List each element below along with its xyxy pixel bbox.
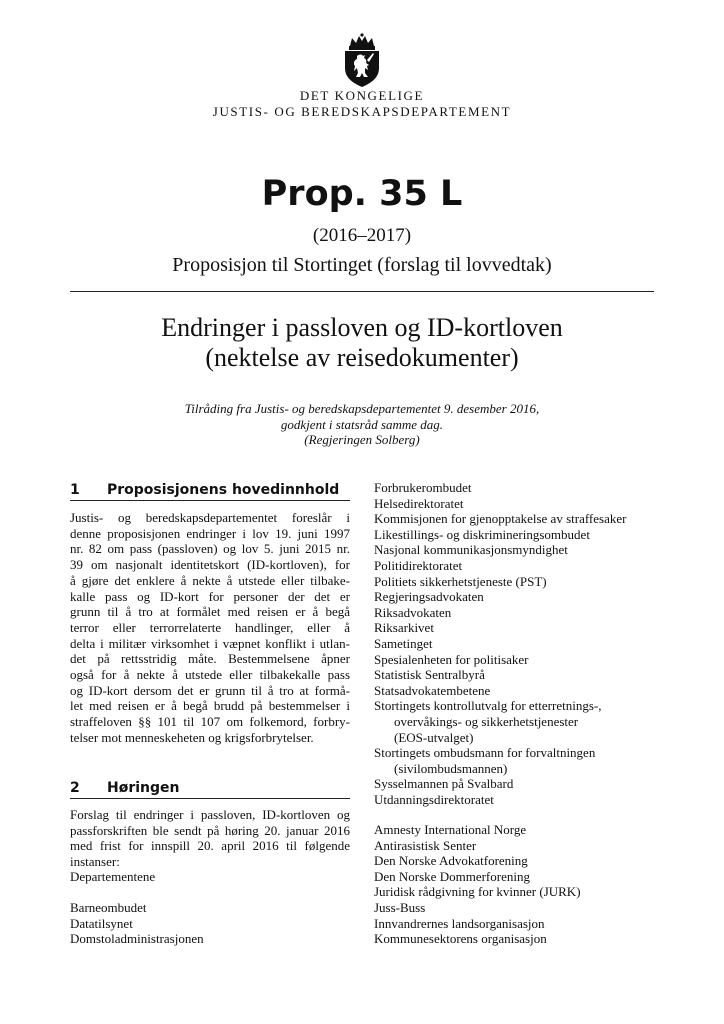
ministry-name-line1: DET KONGELIGE: [299, 88, 425, 103]
list-item-continuation: (EOS-utvalget): [394, 729, 474, 745]
list-item: Datatilsynet: [70, 915, 133, 931]
paragraph-line: denne proposisjonen endringer i lov 19. juni 1997: [70, 525, 350, 541]
list-item: Stortingets kontrollutvalg for etterretnings-,: [374, 698, 602, 714]
list-item: Politidirektoratet: [374, 557, 463, 573]
document-subtitle: Proposisjon til Stortinget (forslag til lovvedtak): [172, 254, 552, 276]
list-item: Likestillings- og diskrimineringsombudet: [374, 526, 590, 542]
consultation-list-right-a: [374, 480, 626, 807]
list-item: Den Norske Dommerforening: [374, 868, 530, 884]
list-item: Antirasistisk Senter: [374, 837, 477, 853]
paragraph-line: også for å nekte å utstede eller tilbakekalle pass: [70, 667, 350, 683]
list-item-continuation: overvåkings- og sikkerhetstjenester: [394, 713, 579, 729]
list-item: Forbrukerombudet: [374, 480, 472, 495]
list-item: Spesialenheten for politisaker: [374, 651, 529, 667]
list-item: Barneombudet: [70, 900, 147, 915]
paragraph-line: straffeloven §§ 101 til 107 om folkemord, forbry-: [70, 714, 350, 730]
section2-paragraph: [70, 807, 350, 870]
list-item: Riksadvokaten: [374, 604, 452, 620]
list-item: Juss-Buss: [374, 899, 426, 915]
ministry-name-line2: JUSTIS- OG BEREDSKAPSDEPARTEMENT: [212, 104, 512, 119]
approval-line2: godkjent i statsråd samme dag.: [280, 417, 444, 432]
paragraph-line: 39 om nasjonalt identitetskort (ID-kortloven), for: [70, 557, 350, 573]
main-title-line1: Endringer i passloven og ID-kortloven: [161, 313, 563, 342]
header-divider: [70, 291, 654, 292]
list-item: Riksarkivet: [374, 620, 434, 636]
list-item: Amnesty International Norge: [374, 822, 527, 837]
consultation-list-right-b: [374, 822, 581, 947]
paragraph-line: instanser:: [70, 854, 120, 870]
coat-of-arms-icon: [338, 32, 386, 88]
list-item: Domstoladministrasjonen: [70, 931, 204, 947]
paragraph-line: kalle pass og ID-kort for personer der det er: [70, 588, 350, 604]
list-item: Statistisk Sentralbyrå: [374, 667, 485, 683]
section1-paragraph: [70, 510, 350, 746]
section1-number: 1: [70, 482, 80, 498]
paragraph-line: det på rettsstridig måte. Bestemmelsene åpner: [70, 651, 350, 667]
section2-title: Høringen: [107, 780, 180, 796]
list-item: Nasjonal kommunikasjonsmyndighet: [374, 542, 568, 558]
paragraph-line: delta i militær virksomhet i væpnet konflikt i utlan-: [70, 635, 350, 651]
section1-heading: [70, 482, 350, 501]
session-years: (2016–2017): [312, 225, 412, 246]
consultation-list-left: [70, 900, 204, 947]
approval-line3: (Regjeringen Solberg): [304, 432, 420, 447]
paragraph-line: med frist for innspill 20. april 2016 til følgende: [70, 838, 350, 854]
list-item: Stortingets ombudsmann for forvaltningen: [374, 745, 596, 761]
list-item: Regjeringsadvokaten: [374, 589, 484, 605]
list-item: Sysselmannen på Svalbard: [374, 776, 514, 792]
section1-title: Proposisjonens hovedinnhold: [107, 482, 340, 498]
proposition-number: Prop. 35 L: [261, 174, 463, 214]
paragraph-line: let med reisen er å begå brudd på bestemmelser i: [70, 698, 350, 714]
section2-heading: [70, 780, 350, 799]
list-item: Juridisk rådgivning for kvinner (JURK): [374, 884, 581, 900]
list-item: Innvandrernes landsorganisasjon: [374, 915, 545, 931]
paragraph-line: passforskriften ble sendt på høring 20. januar 2016: [70, 822, 350, 838]
main-title-line2: (nektelse av reisedokumenter): [205, 343, 519, 372]
list-item: Sametinget: [374, 635, 433, 651]
consultation-list-group-heading: [70, 869, 155, 885]
paragraph-line: telser mot menneskeheten og krigsforbrytelser.: [70, 729, 314, 745]
section2-number: 2: [70, 780, 80, 796]
paragraph-line: å gjøre det enklere å nekte å utstede eller tilbake-: [70, 572, 350, 588]
paragraph-line: Forslag til endringer i passloven, ID-kortloven og: [70, 807, 350, 822]
list-item: Politiets sikkerhetstjeneste (PST): [374, 573, 547, 589]
list-item: Statsadvokatembetene: [374, 682, 491, 698]
paragraph-line: Justis- og beredskapsdepartementet foreslår i: [70, 510, 350, 525]
paragraph-line: nr. 82 om pass (passloven) og lov 5. juni 2015 nr.: [70, 541, 350, 557]
approval-line1: Tilråding fra Justis- og beredskapsdepartementet 9. desember 2016,: [184, 401, 540, 416]
list-item: Departementene: [70, 869, 156, 884]
paragraph-line: grunn til å tro at formålet med reisen er å begå: [70, 604, 350, 620]
list-item: Helsedirektoratet: [374, 495, 464, 511]
list-item: Kommisjonen for gjenopptakelse av straffesaker: [374, 511, 627, 527]
paragraph-line: terror eller terrorrelaterte handlinger, eller å: [70, 619, 350, 635]
list-item: Kommunesektorens organisasjon: [374, 931, 547, 947]
list-item-continuation: (sivilombudsmannen): [394, 760, 508, 776]
paragraph-line: og ID-kort dersom det er grunn til å tro at formå-: [70, 682, 350, 698]
list-item: Utdanningsdirektoratet: [374, 791, 494, 807]
list-item: Den Norske Advokatforening: [374, 853, 528, 869]
